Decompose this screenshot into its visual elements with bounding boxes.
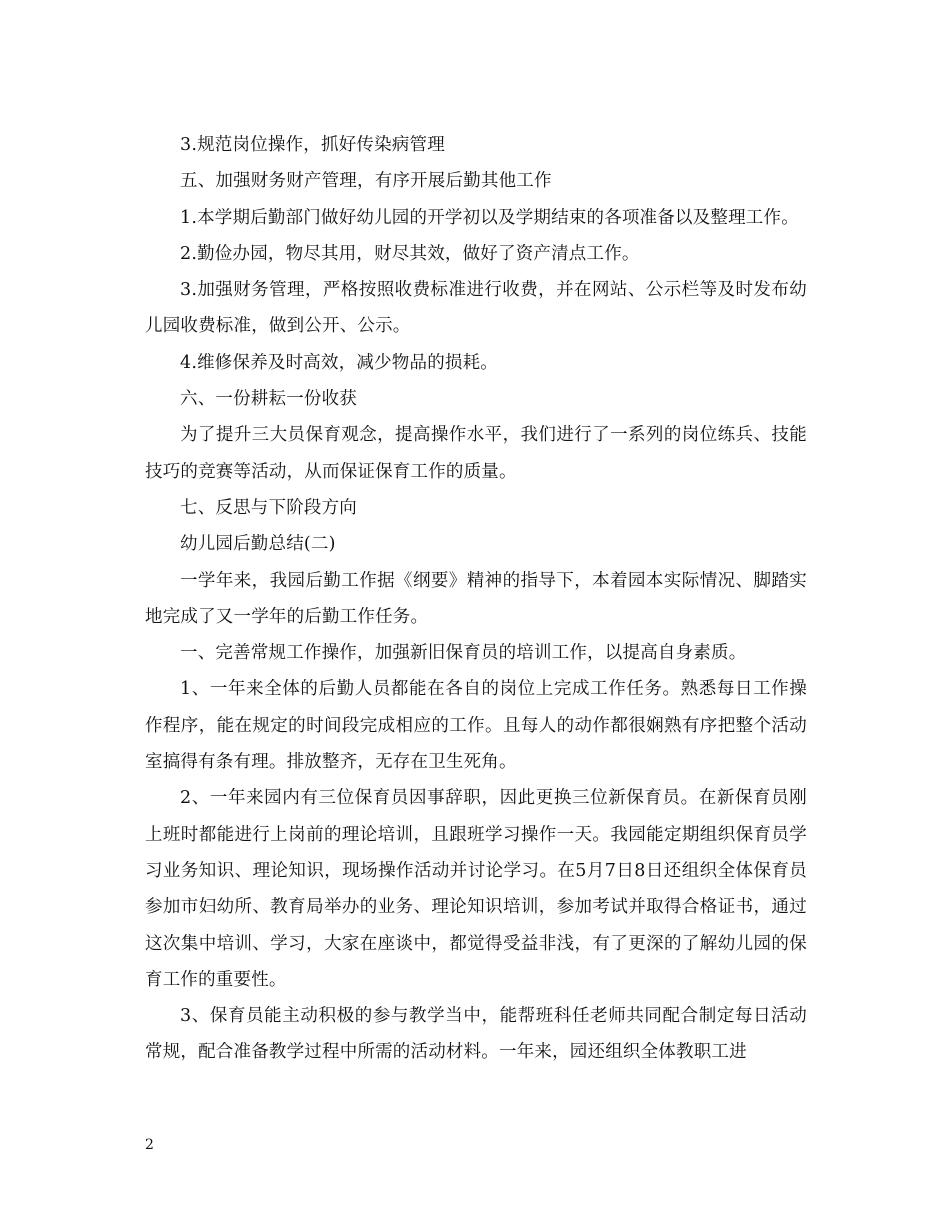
- paragraph: 3.加强财务管理，严格按照收费标准进行收费，并在网站、公示栏等及时发布幼儿园收费标准，做到公开、公示。: [145, 280, 807, 337]
- paragraph: 3、保育员能主动积极的参与教学当中，能帮班科任老师共同配合制定每日活动常规，配合准备教学过程中所需的活动材料。一年来，园还组织全体教职工进: [145, 1006, 807, 1063]
- paragraph: 1、一年来全体的后勤人员都能在各自的岗位上完成工作任务。熟悉每日工作操作程序，能在规定的时间段完成相应的工作。且每人的动作都很娴熟有序把整个活动室搞得有条有理。排放整齐，无存在卫生死角。: [145, 679, 807, 773]
- section-heading: 七、反思与下阶段方向: [180, 497, 357, 518]
- paragraph: 2.勤俭办园，物尽其用，财尽其效，做好了资产清点工作。: [180, 243, 640, 264]
- section-heading: 一、完善常规工作操作，加强新旧保育员的培训工作，以提高自身素质。: [180, 643, 747, 664]
- paragraph: 为了提升三大员保育观念，提高操作水平，我们进行了一系列的岗位练兵、技能技巧的竞赛等活动，从而保证保育工作的质量。: [145, 425, 807, 482]
- document-subtitle: 幼儿园后勤总结(二): [180, 534, 336, 555]
- paragraph: 一学年来，我园后勤工作据《纲要》精神的指导下，本着园本实际情况、脚踏实地完成了又一学年的后勤工作任务。: [145, 570, 807, 627]
- page-number: 2: [145, 1137, 154, 1153]
- section-heading: 六、一份耕耘一份收获: [180, 389, 357, 410]
- section-heading: 五、加强财务财产管理，有序开展后勤其他工作: [180, 171, 552, 192]
- paragraph: 1.本学期后勤部门做好幼儿园的开学初以及学期结束的各项准备以及整理工作。: [180, 207, 799, 228]
- paragraph: 3.规范岗位操作，抓好传染病管理: [180, 135, 445, 155]
- document-body: [145, 127, 807, 1071]
- paragraph: 4.维修保养及时高效，减少物品的损耗。: [180, 352, 498, 373]
- paragraph: 2、一年来园内有三位保育员因事辞职，因此更换三位新保育员。在新保育员刚上班时都能进行上岗前的理论培训，且跟班学习操作一天。我园能定期组织保育员学习业务知识、理论知识，现场操作活动并讨论学习。在5月7日8日还组织全体保育员参加市妇幼所、教育局举办的业务、理论知识培训，参加考试并取得合格证书，通过这次集中培训、学习，大家在座谈中，都觉得受益非浅，有了更深的了解幼儿园的保育工作的重要性。: [145, 788, 807, 990]
